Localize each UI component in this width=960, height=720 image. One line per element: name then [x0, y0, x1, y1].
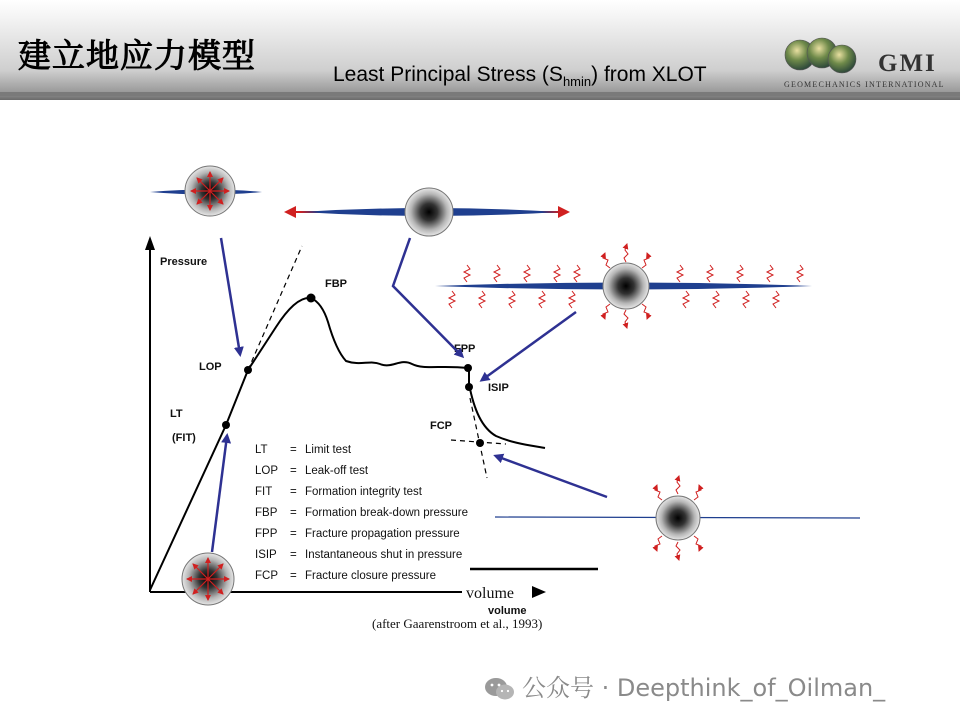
legend-desc: Leak-off test [305, 465, 369, 477]
legend-desc: Fracture propagation pressure [305, 528, 460, 540]
logo-text: GMI [878, 50, 937, 77]
x-axis-label-overlay: volume [488, 605, 527, 617]
label-fbp: FBP [325, 278, 347, 290]
label-fpp: FPP [454, 343, 476, 355]
legend-abbr: FBP [255, 507, 278, 519]
label-lt: LT [170, 408, 183, 420]
legend-abbr: FPP [255, 528, 278, 540]
legend-abbr: LT [255, 444, 268, 456]
label-isip: ISIP [488, 382, 509, 394]
wechat-icon [484, 676, 516, 702]
slide-title: 建立地应力模型 [18, 36, 256, 75]
y-axis-label: Pressure [160, 256, 208, 268]
legend-eq: = [290, 507, 297, 519]
abbreviation-legend [255, 444, 468, 582]
wellbore-fracture-opening [286, 188, 568, 236]
legend-eq: = [290, 444, 297, 456]
citation: (after Gaarenstroom et al., 1993) [372, 616, 543, 631]
legend-eq: = [290, 570, 297, 582]
legend-eq: = [290, 465, 297, 477]
label-fcp: FCP [430, 420, 452, 432]
legend-desc: Limit test [305, 444, 352, 456]
subtitle-main: Least Principal Stress (S [333, 63, 563, 86]
x-axis-label: volume [466, 585, 514, 602]
legend-eq: = [290, 486, 297, 498]
wellbore-fracture-closure [495, 476, 860, 560]
legend-eq: = [290, 549, 297, 561]
legend-abbr: ISIP [255, 549, 277, 561]
label-fit: (FIT) [172, 432, 196, 444]
wellbore-pressurized [182, 553, 234, 605]
wellbore-fracture-propagation [435, 244, 812, 328]
logo-subtext: GEOMECHANICS INTERNATIONAL [784, 80, 945, 89]
legend-desc: Formation break-down pressure [305, 507, 468, 519]
legend-abbr: LOP [255, 465, 279, 477]
legend-desc: Formation integrity test [305, 486, 422, 498]
label-lop: LOP [199, 361, 222, 373]
legend-desc: Fracture closure pressure [305, 570, 437, 582]
legend-eq: = [290, 528, 297, 540]
legend-abbr: FIT [255, 486, 273, 498]
legend-desc: Instantaneous shut in pressure [305, 549, 463, 561]
watermark-text: 公众号 · Deepthink_of_Oilman_ [522, 674, 886, 702]
subtitle-end: ) from XLOT [591, 63, 707, 86]
wellbore-initial-state [150, 166, 262, 216]
subtitle-subscript: hmin [562, 74, 592, 90]
legend-abbr: FCP [255, 570, 278, 582]
watermark [484, 668, 885, 703]
